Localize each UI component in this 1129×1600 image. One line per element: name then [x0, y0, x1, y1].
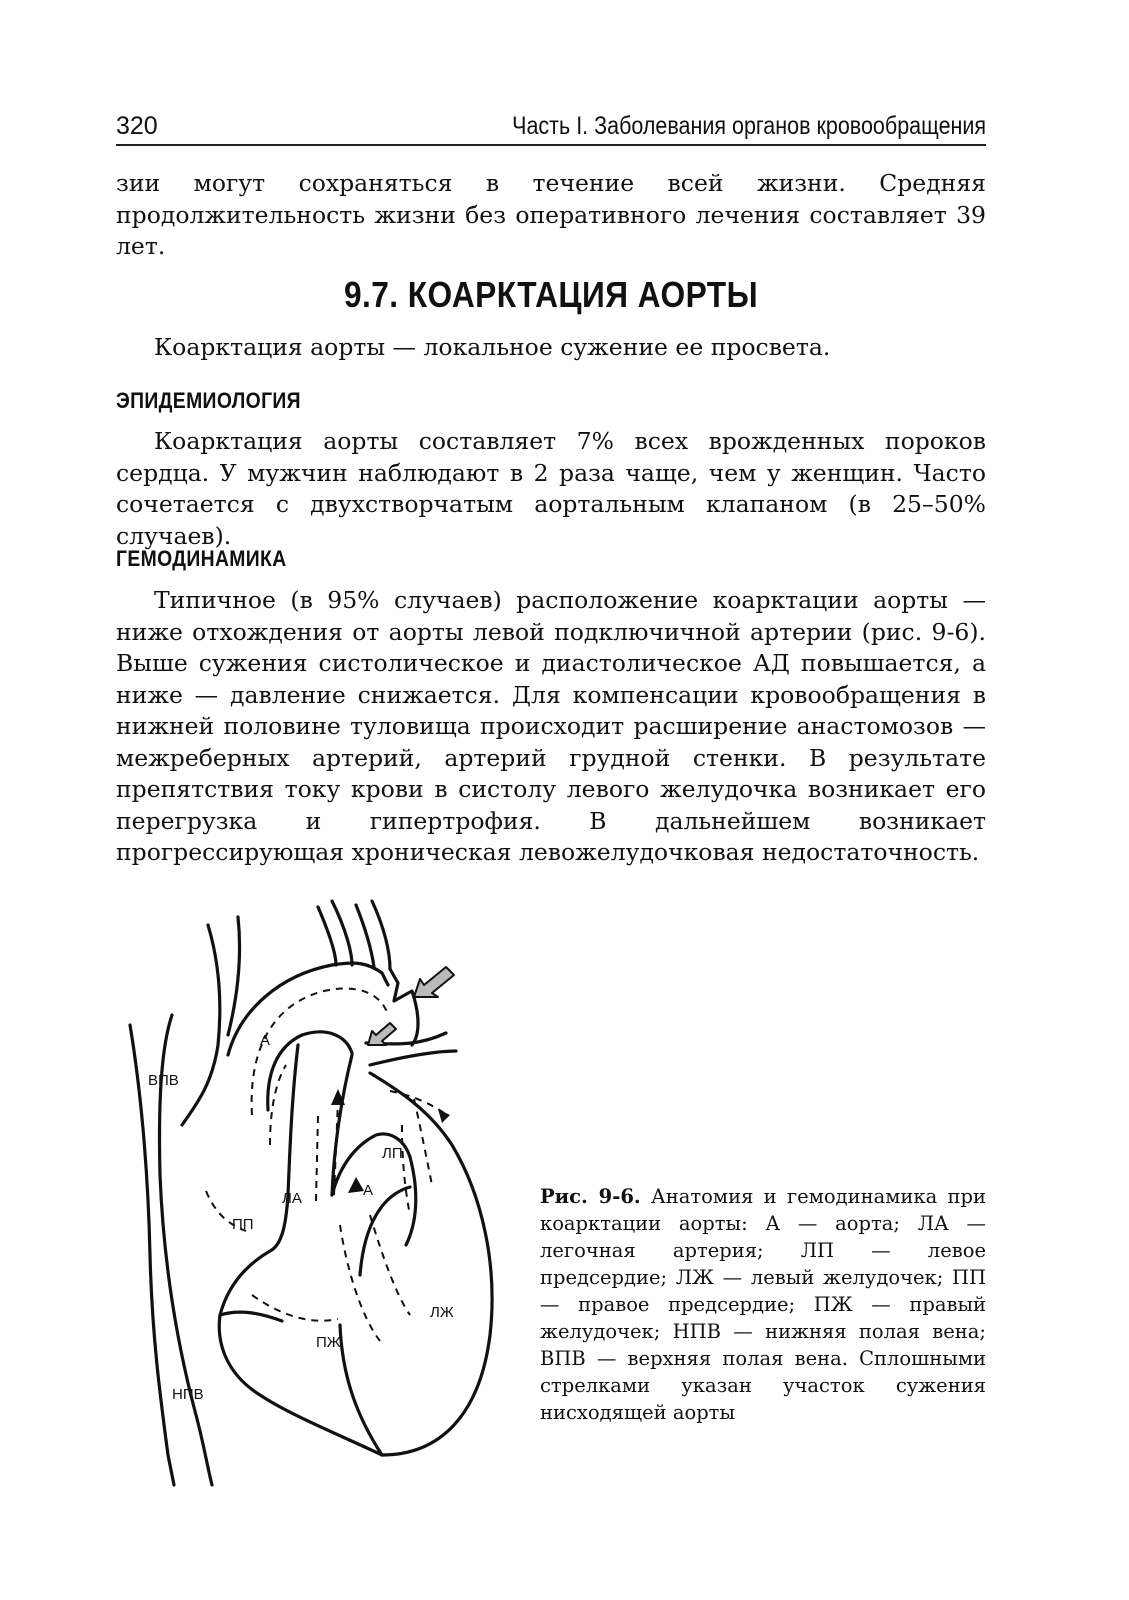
- arrowhead-aortic-root: [348, 1177, 364, 1193]
- heart-right-border: [219, 1251, 382, 1455]
- label-aorta-top: А: [260, 1032, 271, 1049]
- flow-path-la: [402, 1125, 410, 1215]
- heart-left-border: [370, 1073, 492, 1455]
- figure-caption-label: Рис. 9-6.: [540, 1185, 641, 1208]
- flow-path-descending: [390, 1091, 444, 1113]
- definition-paragraph: Коарктация аорты — локальное сужение ее просвета.: [154, 333, 831, 361]
- flow-path-lv-2: [370, 1215, 410, 1315]
- pulmonary-trunk-left: [270, 1045, 298, 1251]
- section-heading-hemodynamics: ГЕМОДИНАМИКА: [116, 546, 287, 571]
- heart-diagram: [120, 895, 510, 1495]
- tricuspid-line: [220, 1312, 282, 1321]
- running-title: Часть I. Заболевания органов кровообращения: [512, 112, 986, 140]
- coarctation-arrow-outer: [414, 967, 454, 997]
- coarctation-notch: [390, 969, 418, 1045]
- hemodynamics-paragraph: Типичное (в 95% случаев) расположение коарктации аорты — ниже отхождения от аорты левой подключичной артерии (рис. 9-6). Выше сужения систолическое и диастолическое АД повышается, а ниже — давление снижается. Для компенсации кровообращения в нижней половине туловища происходит расширение анастомозов — межреберных артерий, артерий грудной стенки. В результате препятствия току крови в систолу левого желудочка возникает его перегрузка и гипертрофия. В дальнейшем возникает прогрессирующая хроническая левожелудочковая недостаточность.: [116, 586, 986, 866]
- intro-paragraph: зии могут сохраняться в течение всей жизни. Средняя продолжительность жизни без оперативного лечения составляет 39 лет.: [116, 169, 986, 260]
- label-aorta-valve: А: [363, 1182, 374, 1199]
- svc-right-wall: [228, 917, 240, 1035]
- running-header: [116, 108, 986, 146]
- label-right-atrium: ПП: [232, 1216, 254, 1233]
- section-heading-epidemiology: ЭПИДЕМИОЛОГИЯ: [116, 388, 301, 413]
- chapter-title: 9.7. КОАРКТАЦИЯ АОРТЫ: [343, 274, 759, 315]
- flow-path-arch-outer: [252, 988, 388, 1115]
- branch-3: [372, 901, 390, 969]
- branch-1a: [318, 907, 336, 965]
- epidemiology-paragraph: Коарктация аорты составляет 7% всех врожденных пороков сердца. У мужчин наблюдают в 2 раза чаще, чем у женщин. Часто сочетается с двухстворчатым аортальным клапаном (в 25–50% случаев).: [116, 427, 986, 550]
- label-left-atrium: ЛП: [382, 1145, 403, 1162]
- branch-2a: [356, 905, 374, 967]
- label-left-ventricle: ЛЖ: [430, 1304, 454, 1321]
- arrowhead-descending: [438, 1109, 450, 1123]
- heart-diagram-svg: [120, 895, 510, 1495]
- descending-aorta-lower: [370, 1051, 456, 1065]
- mitral-region: [360, 1187, 410, 1275]
- label-svc: ВПВ: [148, 1072, 179, 1089]
- page-number: 320: [116, 112, 158, 140]
- interatrial-wall: [406, 1157, 416, 1245]
- interventricular-septum: [340, 1325, 382, 1455]
- flow-path-pulmonary-up-2: [316, 1115, 318, 1201]
- label-pulmonary-artery: ЛА: [282, 1190, 302, 1207]
- svc-left-wall: [182, 925, 220, 1125]
- aortic-arch-outer: [228, 963, 388, 1055]
- label-right-ventricle: ПЖ: [316, 1334, 341, 1351]
- figure-caption: [540, 1183, 986, 1426]
- pulmonary-trunk-right: [332, 1055, 352, 1195]
- label-ivc: НПВ: [172, 1386, 204, 1403]
- coarctation-arrow-inner: [368, 1023, 396, 1045]
- figure-caption-text: Анатомия и гемодинамика при коарктации аорты: А — аорта; ЛА — легочная артерия; ЛП — левое предсердие; ЛЖ — левый желудочек; ПП — правое предсердие; ПЖ — правый желудочек; НПВ — нижняя полая вена; ВПВ — верхняя полая вена. Сплошными стрелками указан участок сужения нисходящей аорты: [540, 1185, 986, 1424]
- flow-path-lv-1: [340, 1225, 380, 1341]
- flow-path-arch-inner: [270, 1065, 286, 1145]
